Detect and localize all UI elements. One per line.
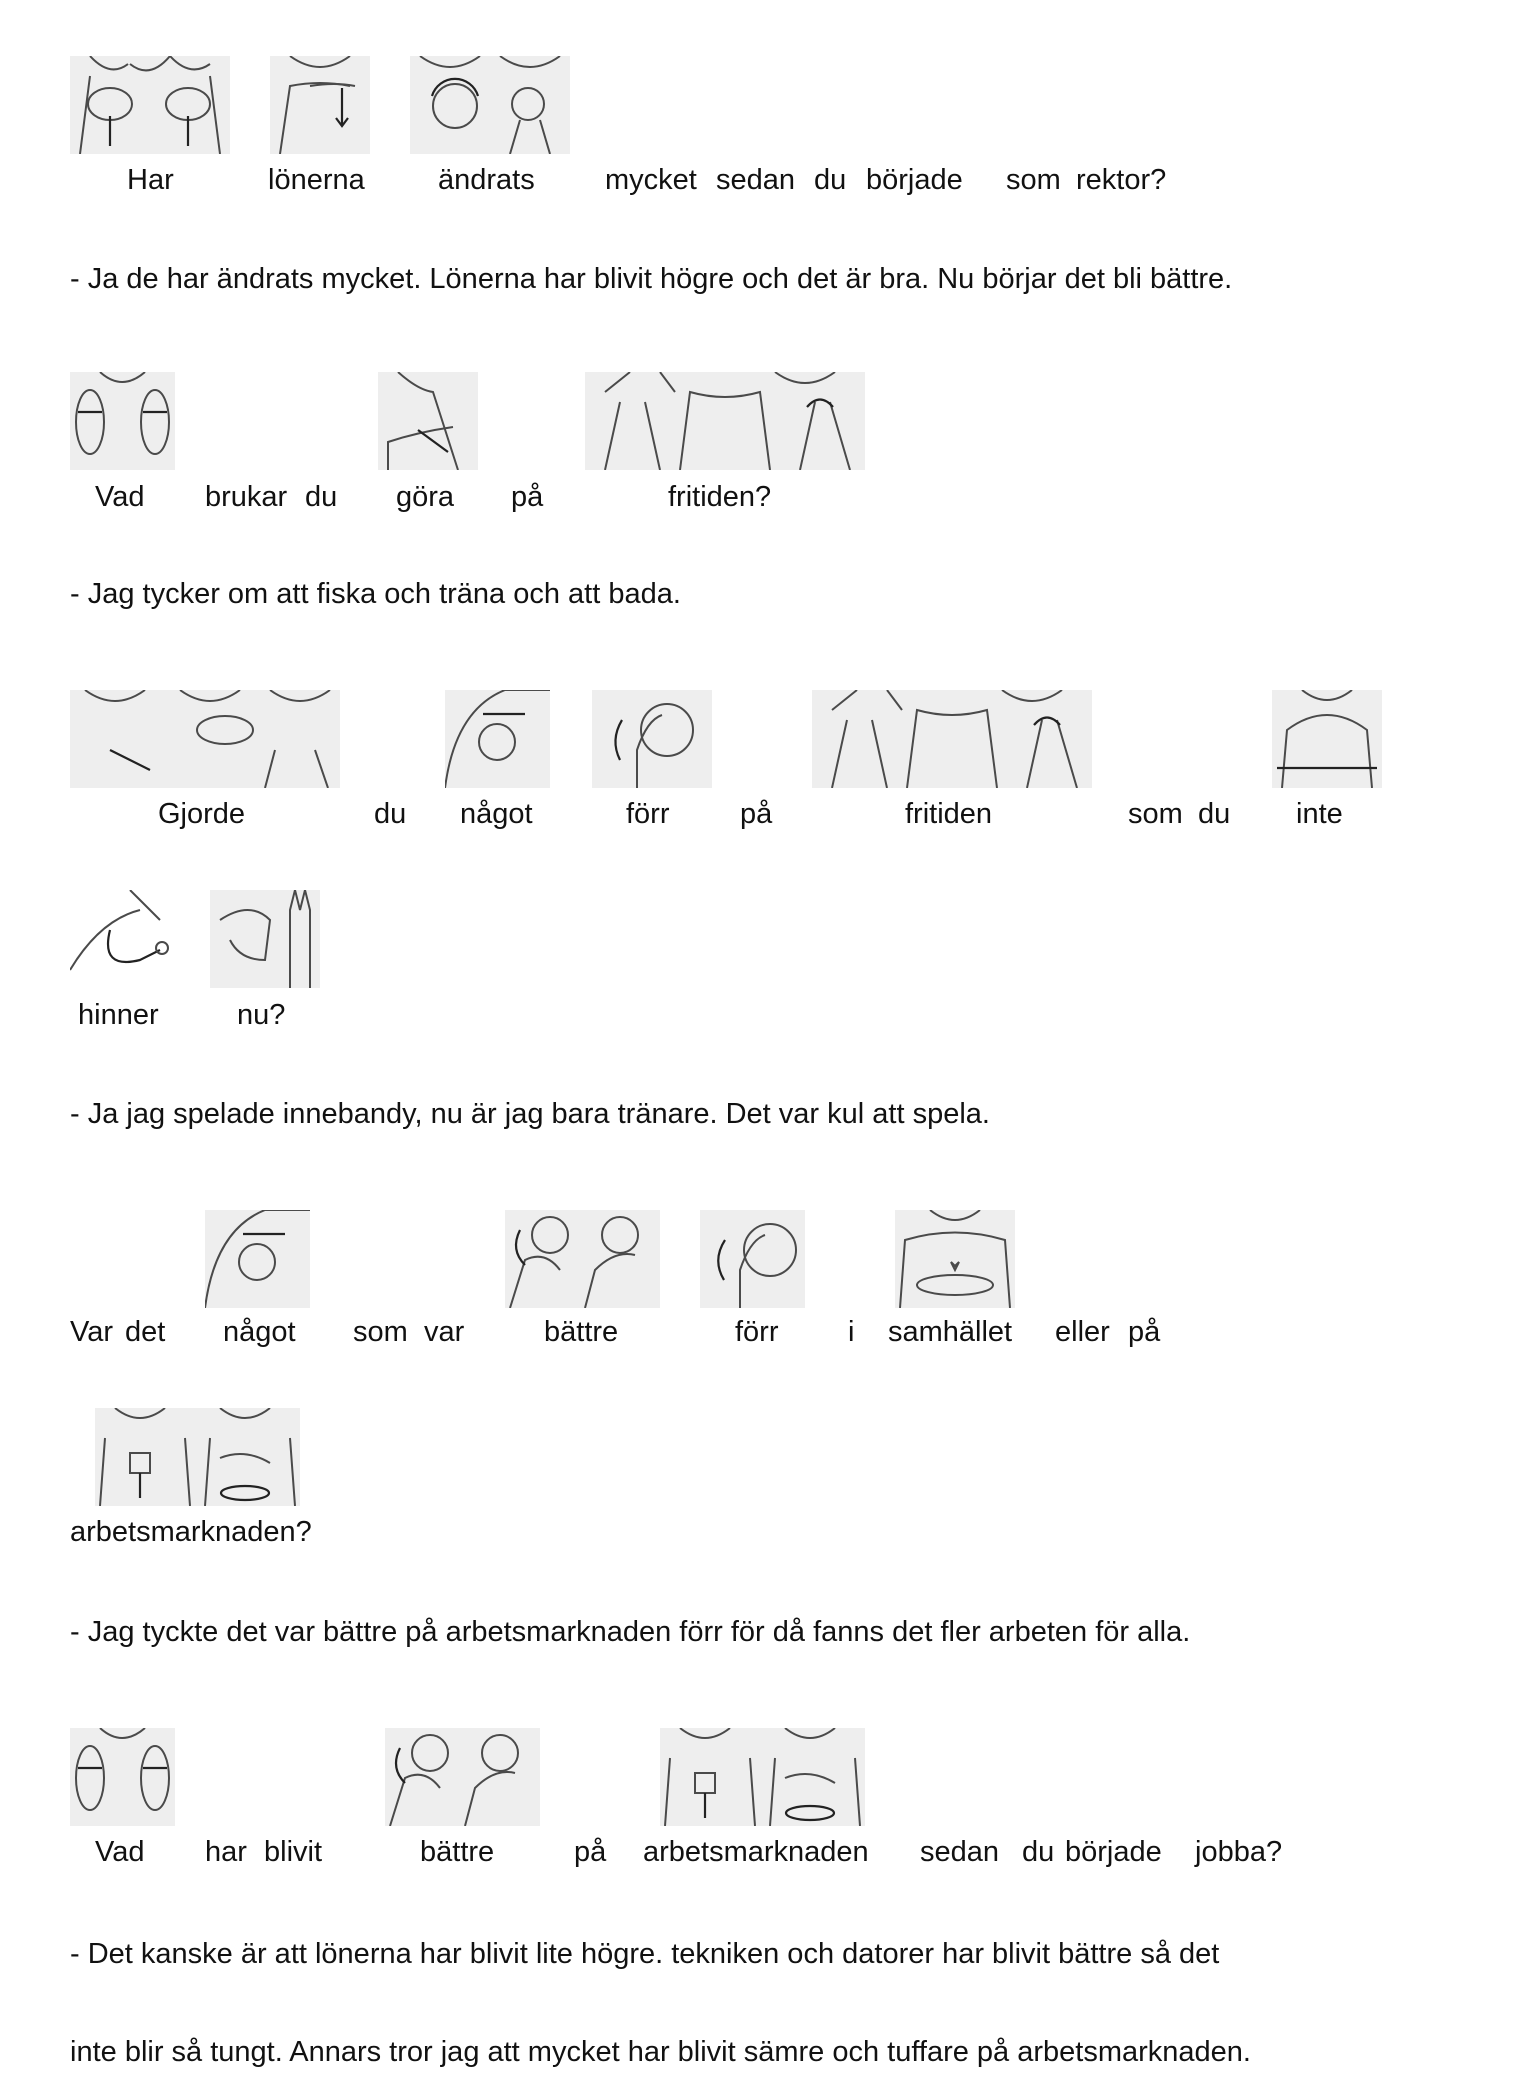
sign-lonerna-icon [270, 56, 370, 154]
sign-arbetsmarknaden-icon [95, 1408, 300, 1506]
sign-word: brukar [205, 481, 288, 513]
sign-word: nu? [237, 999, 286, 1031]
sign-word: på [511, 481, 544, 513]
sign-word: rektor? [1076, 164, 1167, 196]
sign-word: har [205, 1836, 247, 1868]
sign-word: göra [396, 481, 455, 513]
sign-nagot-icon [445, 690, 550, 788]
sign-word: något [223, 1316, 296, 1348]
sign-word: lönerna [268, 164, 365, 196]
sign-word: var [424, 1316, 465, 1348]
sign-word: Var [70, 1316, 113, 1348]
sign-word: arbetsmarknaden? [70, 1516, 312, 1548]
sign-word: eller [1055, 1316, 1110, 1348]
sign-gjorde-icon [70, 690, 340, 788]
sign-word: började [866, 164, 963, 196]
sign-word: bättre [544, 1316, 619, 1348]
sign-word: på [740, 798, 773, 830]
sign-word: du [1198, 798, 1231, 830]
sign-word: inte [1296, 798, 1343, 830]
sign-forr-icon [700, 1210, 805, 1308]
sign-word: på [1128, 1316, 1161, 1348]
sign-word: Har [127, 164, 174, 196]
sign-word: samhället [888, 1316, 1013, 1348]
sign-battre-icon [385, 1728, 540, 1826]
sign-nu-icon [210, 890, 320, 988]
sign-word: något [460, 798, 533, 830]
sign-word: förr [735, 1316, 779, 1348]
sign-nagot-icon [205, 1210, 310, 1308]
answer-line: - Ja jag spelade innebandy, nu är jag bara tränare. Det var kul att spela. [70, 1098, 990, 1130]
answer-line: inte blir så tungt. Annars tror jag att mycket har blivit sämre och tuffare på arbetsmarknaden. [70, 2036, 1251, 2068]
sign-word: fritiden [905, 798, 993, 830]
sign-har-icon [70, 56, 230, 154]
sign-word: du [1022, 1836, 1055, 1868]
sign-fritiden-icon [585, 372, 865, 470]
sign-vad-icon [70, 1728, 175, 1826]
sign-word: blivit [264, 1836, 323, 1868]
sign-word: fritiden? [668, 481, 772, 513]
answer-line: - Ja de har ändrats mycket. Lönerna har blivit högre och det är bra. Nu börjar det bli bättre. [70, 263, 1233, 295]
sign-samhallet-icon [895, 1210, 1015, 1308]
sign-word: du [305, 481, 338, 513]
sign-fritiden-icon [812, 690, 1092, 788]
sign-vad-icon [70, 372, 175, 470]
sign-word: sedan [920, 1836, 1000, 1868]
sign-word: ändrats [438, 164, 535, 196]
sign-word: hinner [78, 999, 159, 1031]
sign-word: Vad [95, 1836, 145, 1868]
sign-word: som [1006, 164, 1061, 196]
sign-word: förr [626, 798, 670, 830]
answer-line: - Det kanske är att lönerna har blivit lite högre. tekniken och datorer har blivit bättre så det [70, 1938, 1220, 1970]
sign-hinner-icon [70, 890, 170, 988]
sign-word: du [374, 798, 407, 830]
sign-word: Gjorde [158, 798, 246, 830]
sign-word: i [848, 1316, 855, 1348]
sign-word: på [574, 1836, 607, 1868]
sign-word: som [353, 1316, 408, 1348]
sign-word: sedan [716, 164, 796, 196]
sign-word: som [1128, 798, 1183, 830]
sign-word: började [1065, 1836, 1162, 1868]
sign-word: du [814, 164, 847, 196]
sign-word: mycket [605, 164, 697, 196]
sign-word: jobba? [1195, 1836, 1283, 1868]
sign-gora-icon [378, 372, 478, 470]
sign-forr-icon [592, 690, 712, 788]
sign-word: bättre [420, 1836, 495, 1868]
sign-inte-icon [1272, 690, 1382, 788]
answer-line: - Jag tycker om att fiska och träna och att bada. [70, 578, 681, 610]
sign-battre-icon [505, 1210, 660, 1308]
sign-arbetsmarknaden-icon [660, 1728, 865, 1826]
answer-line: - Jag tyckte det var bättre på arbetsmarknaden förr för då fanns det fler arbeten för alla. [70, 1616, 1191, 1648]
sign-word: Vad [95, 481, 145, 513]
sign-word: det [125, 1316, 166, 1348]
sign-word: arbetsmarknaden [643, 1836, 869, 1868]
sign-andrats-icon [410, 56, 570, 154]
